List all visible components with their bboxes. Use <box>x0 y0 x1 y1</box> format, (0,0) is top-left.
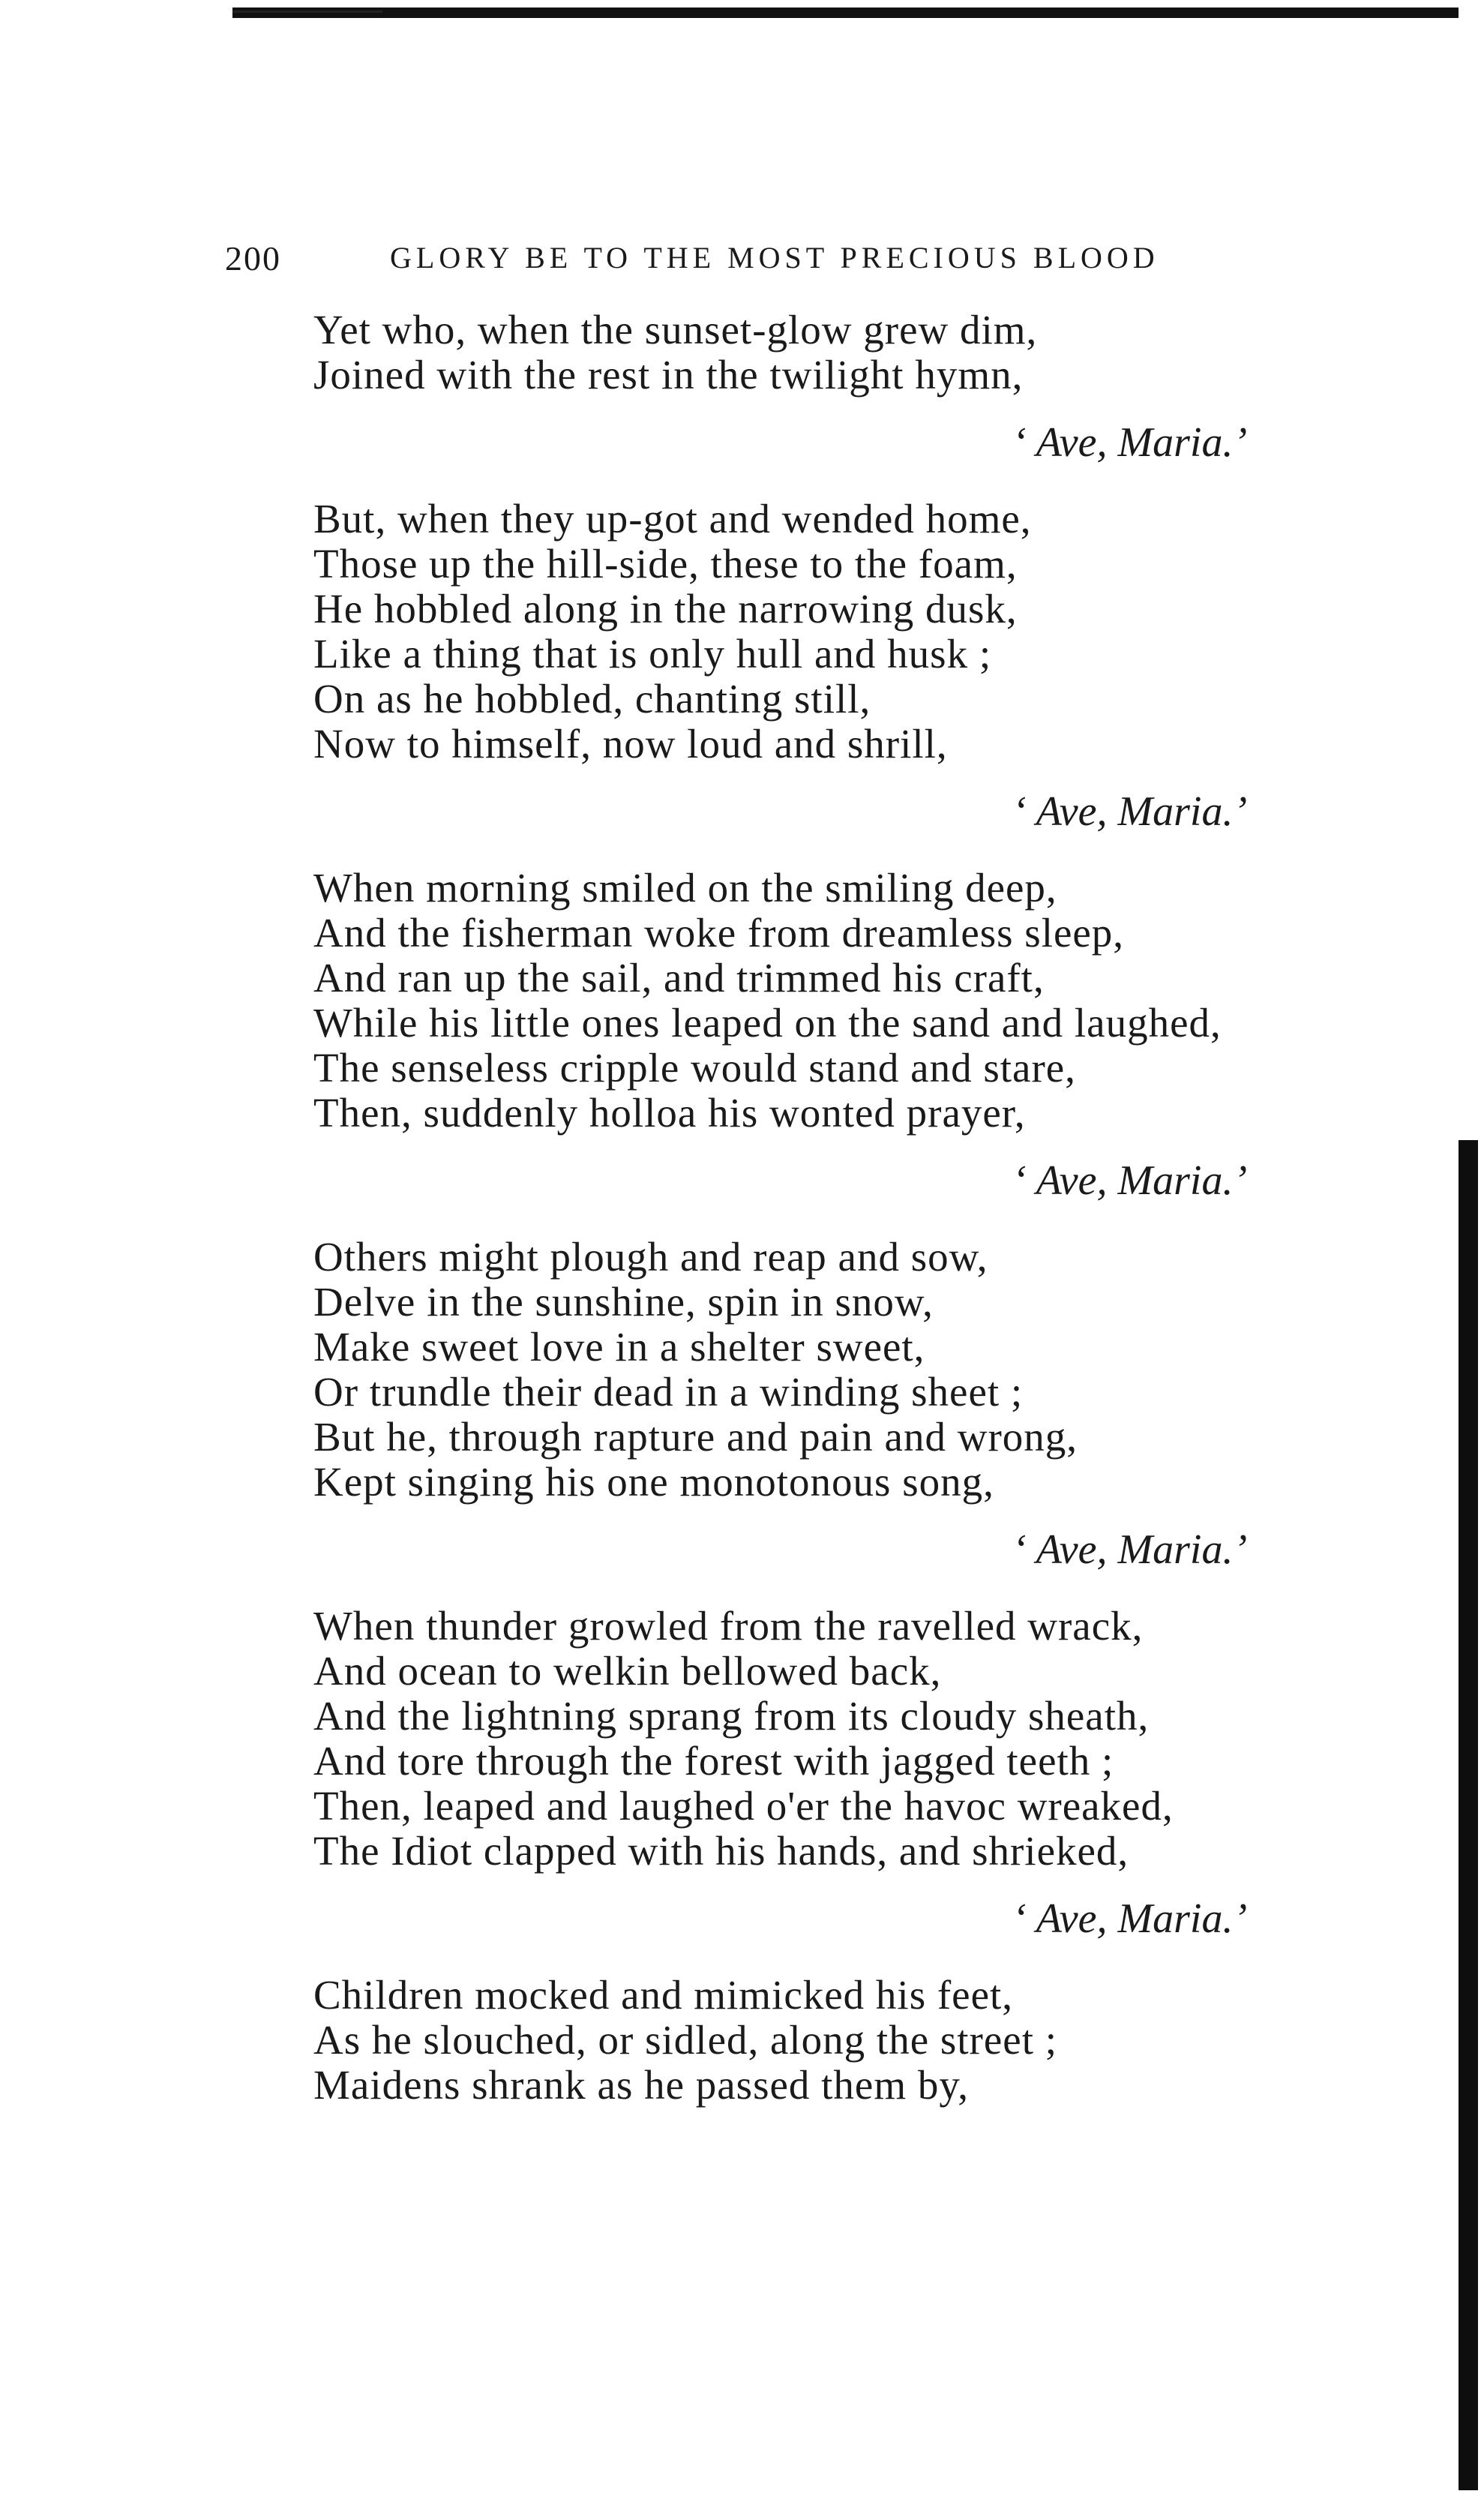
poem-line: And tore through the forest with jagged teeth ; <box>313 1738 1114 1784</box>
poem-line: Kept singing his one monotonous song, <box>313 1459 994 1505</box>
refrain: ‘ Ave, Maria.’ <box>1012 419 1248 466</box>
poem-line: Children mocked and mimicked his feet, <box>313 1972 1014 2018</box>
refrain: ‘ Ave, Maria.’ <box>1012 1157 1248 1204</box>
poem-line: But he, through rapture and pain and wrong, <box>313 1414 1078 1460</box>
poem-line: The senseless cripple would stand and stare, <box>313 1045 1076 1091</box>
page-number: 200 <box>225 239 281 278</box>
poem-line: As he slouched, or sidled, along the street ; <box>313 2017 1058 2063</box>
stanza <box>313 308 1438 465</box>
page-header <box>225 239 1320 284</box>
top-rule-thin <box>232 11 382 13</box>
stanza <box>313 866 1438 1203</box>
poem-line: But, when they up-got and wended home, <box>313 496 1032 542</box>
poem-line: When morning smiled on the smiling deep, <box>313 865 1057 911</box>
poem-line: Now to himself, now loud and shrill, <box>313 721 948 767</box>
poem-line: Delve in the sunshine, spin in snow, <box>313 1279 934 1325</box>
stanza <box>313 1604 1438 1941</box>
poem-line: Or trundle their dead in a winding sheet ; <box>313 1369 1024 1415</box>
stanza <box>313 497 1438 834</box>
poem-line: When thunder growled from the ravelled wrack, <box>313 1603 1144 1649</box>
poem-line: And the lightning sprang from its cloudy sheath, <box>313 1693 1150 1739</box>
poem-line: And ran up the sail, and trimmed his craft, <box>313 955 1045 1001</box>
poem-line: The Idiot clapped with his hands, and shrieked, <box>313 1828 1129 1874</box>
poem-line: Others might plough and reap and sow, <box>313 1234 988 1280</box>
poem-line: Maidens shrank as he passed them by, <box>313 2062 970 2108</box>
poem-line: Like a thing that is only hull and husk ; <box>313 631 992 677</box>
poem-body <box>313 308 1438 2139</box>
poem-line: Joined with the rest in the twilight hymn, <box>313 352 1024 398</box>
poem-line: Those up the hill-side, these to the foam, <box>313 541 1018 587</box>
poem-line: While his little ones leaped on the sand and laughed, <box>313 1000 1222 1046</box>
poem-line: On as he hobbled, chanting still, <box>313 676 871 722</box>
poem-line: And the fisherman woke from dreamless sleep, <box>313 910 1125 956</box>
refrain: ‘ Ave, Maria.’ <box>1012 1526 1248 1573</box>
poem-line: Make sweet love in a shelter sweet, <box>313 1324 925 1370</box>
top-rule <box>232 8 1459 18</box>
stanza <box>313 1235 1438 1572</box>
poem-line: Yet who, when the sunset-glow grew dim, <box>313 307 1038 353</box>
running-title: GLORY BE TO THE MOST PRECIOUS BLOOD <box>390 241 1159 275</box>
poem-line: Then, suddenly holloa his wonted prayer, <box>313 1090 1026 1136</box>
page-edge-shadow <box>1459 1140 1478 2490</box>
refrain: ‘ Ave, Maria.’ <box>1012 1895 1248 1942</box>
poem-line: And ocean to welkin bellowed back, <box>313 1648 942 1694</box>
poem-line: Then, leaped and laughed o'er the havoc wreaked, <box>313 1783 1174 1829</box>
poem-line: He hobbled along in the narrowing dusk, <box>313 586 1018 632</box>
refrain: ‘ Ave, Maria.’ <box>1012 788 1248 835</box>
stanza <box>313 1973 1438 2108</box>
